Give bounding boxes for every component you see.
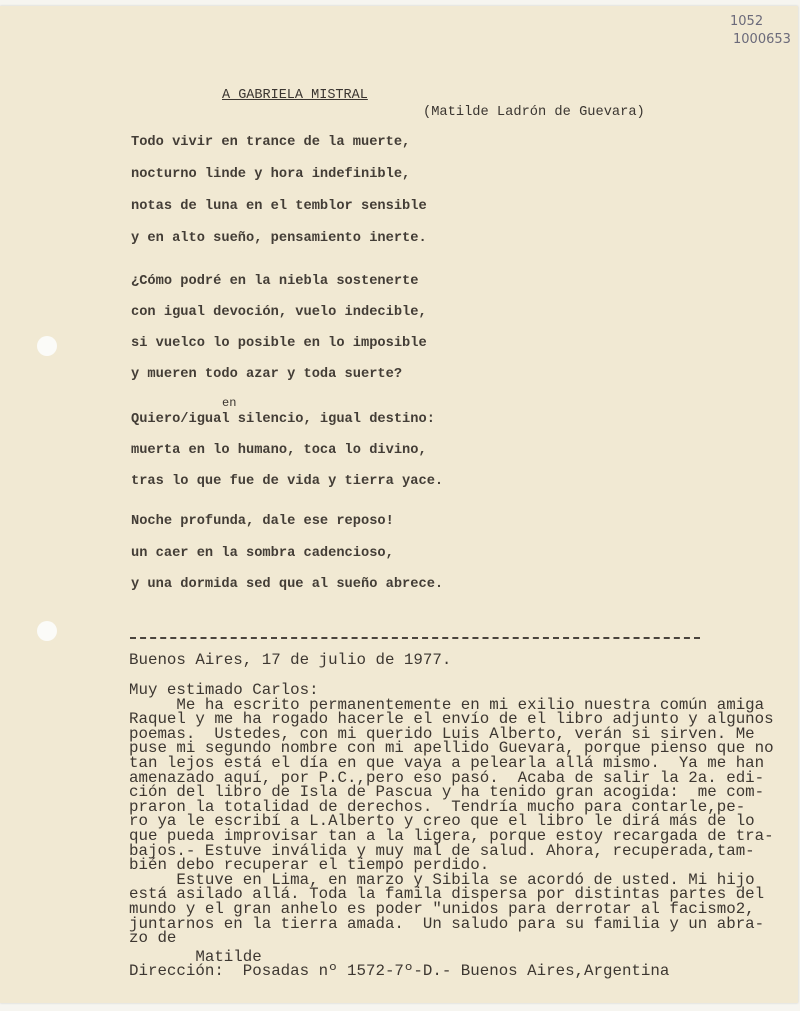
letter-line: bién debo recuperar el tiempo perdido. — [129, 856, 490, 875]
letter-line: Muy estimado Carlos: — [129, 681, 319, 699]
poem-line: y mueren todo azar y toda suerte? — [131, 367, 403, 382]
poem-line: notas de luna en el temblor sensible — [131, 199, 427, 214]
letter-line: bajos.- Estuve inválida y muy mal de salud. Ahora, recuperada,tam- — [129, 841, 755, 860]
archive-number: 1000653 — [733, 32, 791, 47]
letter-line: que pueda improvisar tan a la ligera, porque estoy recargada de tra- — [129, 827, 774, 845]
letter-place-date: Buenos Aires, 17 de julio de 1977. — [129, 651, 452, 669]
poem-line: Todo vivir en trance de la muerte, — [131, 135, 411, 150]
poem-line: Noche profunda, dale ese reposo! — [131, 514, 394, 529]
letter-line: puse mi segundo nombre con mi apellido Guevara, porque pienso que no — [129, 739, 774, 758]
letter-line: juntarnos en la tierra amada. Un saludo para su familia y un abra- — [129, 914, 765, 933]
letter-line: Estuve en Lima, en marzo y Sibila se acordó de usted. Mi hijo — [129, 870, 755, 889]
letter-line: ción del libro de Isla de Pascua y ha tenido gran acogida: me com- — [129, 783, 765, 802]
archive-number: 1052 — [730, 14, 764, 29]
letter-line: Matilde — [129, 947, 262, 966]
letter-line: Dirección: Posadas nº 1572-7º-D.- Buenos Aires,Argentina — [129, 962, 670, 981]
letter-line: mundo y el gran anhelo es poder "unidos para derrotar al facismo2, — [129, 900, 755, 918]
letter-line: poemas. Ustedes, con mi querido Luis Alberto, verán si sirven. Me — [129, 724, 755, 743]
punch-hole — [37, 621, 57, 641]
poem-line: y en alto sueño, pensamiento inerte. — [131, 231, 427, 246]
poem-line: tras lo que fue de vida y tierra yace. — [131, 474, 444, 489]
poem-line: nocturno linde y hora indefinible, — [131, 167, 411, 182]
handwritten-insertion: en — [222, 396, 237, 410]
poem-line: un caer en la sombra cadencioso, — [131, 546, 394, 561]
punch-hole — [37, 336, 57, 356]
letter-line: zo de — [129, 929, 177, 948]
letter-line: ro ya le escribí a L.Alberto y creo que el libro le dirá más de lo — [129, 812, 755, 831]
letter-line: tan lejos está el día en que vaya a pelearla allá mismo. Ya me han — [129, 754, 765, 772]
letter-line: Raquel y me ha rogado hacerle el envío de el libro adjunto y algunos — [129, 710, 774, 729]
poem-line: con igual devoción, vuelo indecible, — [131, 305, 427, 320]
letter-line: está asilado allá. Toda la famila dispersa por distintas partes del — [129, 885, 765, 904]
poem-line: ¿Cómo podré en la niebla sostenerte — [131, 274, 419, 289]
poem-title: A GABRIELA MISTRAL — [222, 88, 368, 103]
poem-author: (Matilde Ladrón de Guevara) — [423, 105, 645, 120]
poem-line: si vuelco lo posible en lo imposible — [131, 336, 427, 351]
letter-line: praron la totalidad de derechos. Tendría mucho para contarle,pe- — [129, 797, 746, 816]
separator-line — [130, 637, 700, 639]
poem-line: y una dormida sed que al sueño abrece. — [131, 577, 444, 592]
letter-line: Me ha escrito permanentemente en mi exilio nuestra común amiga — [129, 695, 765, 714]
letter-line: amenazado aquí, por P.C.,pero eso pasó. Acaba de salir la 2a. edi- — [129, 768, 765, 787]
poem-line: muerta en lo humano, toca lo divino, — [131, 443, 427, 458]
poem-line: Quiero/igual silencio, igual destino: — [131, 412, 435, 427]
